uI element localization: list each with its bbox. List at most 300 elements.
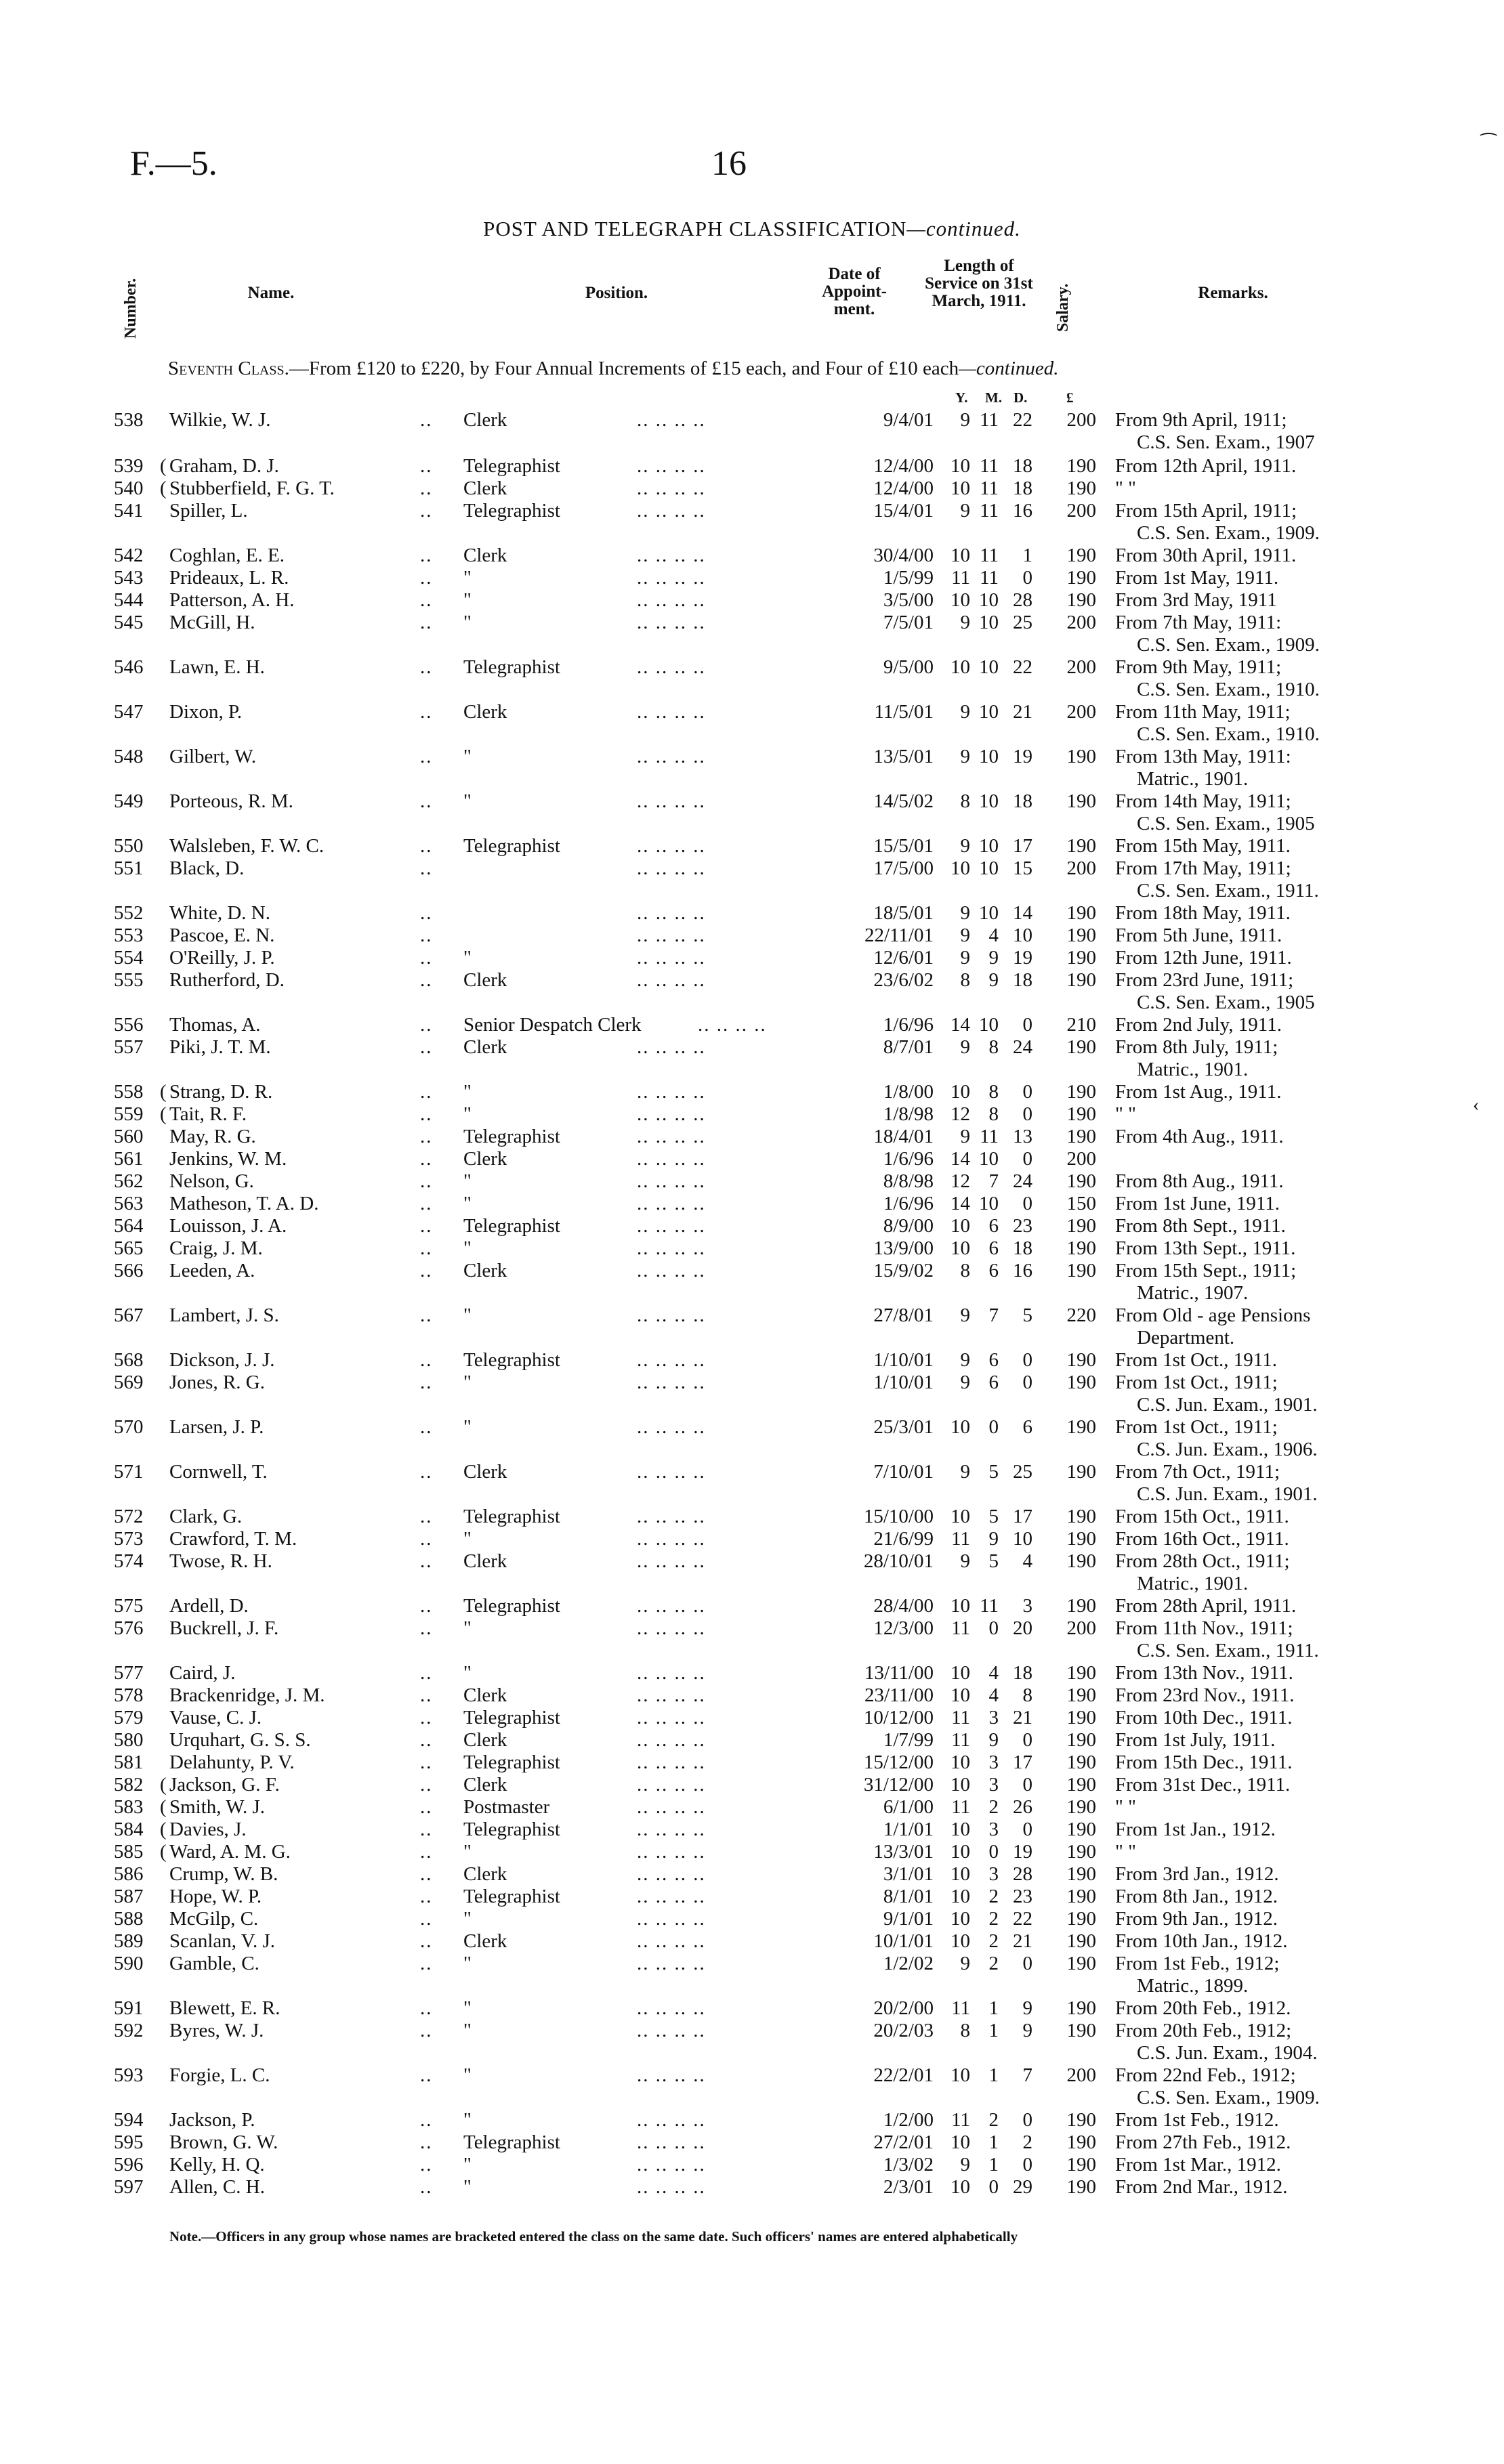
leader-dots: .. .. .. .. [637,1886,706,1907]
row-name: Matheson, T. A. D. [169,1193,319,1214]
row-number: 578 [114,1684,144,1706]
row-remark: From 13th Sept., 1911. [1115,1237,1296,1259]
row-years: 9 [960,902,970,924]
row-remark: From 13th May, 1911: [1115,746,1291,767]
row-months: 0 [988,1617,999,1639]
table-row-continuation [0,1327,1504,1350]
leader-dots: .. [420,925,433,946]
row-remark: From 7th Oct., 1911; [1115,1461,1280,1483]
row-salary: 190 [1066,545,1096,566]
table-row [0,790,1504,813]
row-salary: 190 [1066,1908,1096,1930]
row-years: 14 [951,1148,970,1170]
table-row [0,1662,1504,1685]
leader-dots: .. [420,1550,433,1572]
page-number: 16 [711,144,747,183]
row-days: 2 [1022,2131,1032,2153]
leader-dots: .. [420,1662,433,1684]
row-name: Patterson, A. H. [169,589,295,611]
row-months: 10 [979,1193,999,1214]
table-row [0,1886,1504,1909]
row-days: 21 [1013,701,1032,723]
row-days: 22 [1013,1908,1032,1930]
row-name: Craig, J. M. [169,1237,263,1259]
margin-mark: ⁀ [1481,134,1497,155]
table-row [0,701,1504,724]
row-remark-continued: Matric., 1901. [1137,1059,1249,1080]
row-position: " [463,1304,472,1326]
row-position: " [463,589,472,611]
table-row [0,947,1504,970]
row-date: 1/6/96 [883,1193,934,1214]
row-name: Spiller, L. [169,500,248,522]
row-remark: From 14th May, 1911; [1115,790,1291,812]
row-position: Telegraphist [463,656,560,678]
row-salary: 190 [1066,1662,1096,1684]
row-months: 11 [980,545,999,566]
row-salary: 200 [1066,1148,1096,1170]
row-months: 2 [988,1953,999,1974]
leader-dots: .. [420,1126,433,1147]
row-days: 18 [1013,790,1032,812]
row-name: Black, D. [169,857,245,879]
row-number: 591 [114,1997,144,2019]
row-days: 9 [1022,1997,1032,2019]
row-years: 10 [951,1886,970,1907]
row-number: 552 [114,902,144,924]
row-days: 4 [1022,1550,1032,1572]
row-number: 590 [114,1953,144,1974]
leader-dots: .. .. .. .. [637,1170,706,1192]
margin-mark: ‹ [1473,1095,1480,1116]
row-date: 13/11/00 [864,1662,934,1684]
table-row-continuation [0,2042,1504,2065]
row-salary: 190 [1066,1461,1096,1483]
leader-dots: .. [420,1014,433,1036]
leader-dots: .. [420,1148,433,1170]
row-years: 9 [960,1036,970,1058]
row-name: Walsleben, F. W. C. [169,835,325,857]
leader-dots: .. [420,1260,433,1281]
row-position: Clerk [463,969,507,991]
row-years: 10 [951,1841,970,1863]
row-days: 9 [1022,2020,1032,2041]
leader-dots: .. [420,1081,433,1103]
row-days: 6 [1022,1416,1032,1438]
header-position: Position. [585,284,648,302]
row-bracket: ( [160,455,167,477]
row-months: 0 [988,2176,999,2198]
row-days: 0 [1022,567,1032,589]
leader-dots: .. [420,1930,433,1952]
row-months: 10 [979,1148,999,1170]
table-row [0,969,1504,992]
table-row [0,455,1504,478]
header-number: Number. [122,278,140,339]
row-position: " [463,567,472,589]
row-position: " [463,1662,472,1684]
row-months: 8 [988,1081,999,1103]
row-name: Pascoe, E. N. [169,925,275,946]
row-date: 1/8/00 [883,1081,934,1103]
table-row [0,1215,1504,1238]
leader-dots: .. [420,969,433,991]
row-position: Clerk [463,1774,507,1796]
row-number: 557 [114,1036,144,1058]
row-name: Lawn, E. H. [169,656,265,678]
leader-dots: .. [420,589,433,611]
row-years: 10 [951,1662,970,1684]
leader-dots: .. [420,656,433,678]
row-position: Clerk [463,1260,507,1281]
row-number: 547 [114,701,144,723]
row-months: 7 [988,1170,999,1192]
row-remark: From 20th Feb., 1912; [1115,2020,1292,2041]
table-row [0,1170,1504,1193]
leader-dots: .. .. .. .. [637,1036,706,1058]
table-row [0,2176,1504,2199]
leader-dots: .. [420,701,433,723]
row-days: 13 [1013,1126,1032,1147]
row-years: 12 [951,1170,970,1192]
row-days: 7 [1022,2064,1032,2086]
row-name: Coghlan, E. E. [169,545,285,566]
row-salary: 190 [1066,1550,1096,1572]
table-row [0,1528,1504,1551]
row-date: 21/6/99 [873,1528,934,1550]
row-name: Forgie, L. C. [169,2064,270,2086]
table-row-continuation [0,1640,1504,1663]
row-date: 12/6/01 [873,947,934,969]
row-position: Telegraphist [463,500,560,522]
row-days: 0 [1022,1819,1032,1840]
row-position: Telegraphist [463,1886,560,1907]
leader-dots: .. .. .. .. [637,1729,706,1751]
row-position: " [463,1170,472,1192]
row-months: 3 [988,1819,999,1840]
row-months: 7 [988,1304,999,1326]
row-salary: 190 [1066,1796,1096,1818]
row-months: 1 [988,2154,999,2175]
row-remark-continued: C.S. Jun. Exam., 1901. [1137,1483,1318,1505]
row-number: 554 [114,947,144,969]
row-date: 28/10/01 [863,1550,934,1572]
row-number: 569 [114,1372,144,1393]
row-remark-continued: C.S. Sen. Exam., 1907 [1137,431,1315,453]
leader-dots: .. [420,746,433,767]
row-days: 19 [1013,1841,1032,1863]
row-salary: 190 [1066,1372,1096,1393]
leader-dots: .. .. .. .. [637,589,706,611]
row-number: 539 [114,455,144,477]
row-months: 1 [988,2020,999,2041]
row-days: 0 [1022,1729,1032,1751]
row-position: " [463,1193,472,1214]
row-position: Telegraphist [463,1595,560,1617]
leader-dots: .. [420,790,433,812]
row-name: Prideaux, L. R. [169,567,289,589]
row-days: 16 [1013,500,1032,522]
row-months: 9 [988,1729,999,1751]
row-date: 3/5/00 [883,589,934,611]
row-years: 11 [951,1796,970,1818]
leader-dots: .. .. .. .. [637,1349,706,1371]
row-date: 31/12/00 [863,1774,934,1796]
leader-dots: .. .. .. .. [637,2020,706,2041]
leader-dots: .. [420,1461,433,1483]
row-months: 3 [988,1751,999,1773]
row-number: 549 [114,790,144,812]
row-number: 594 [114,2109,144,2131]
leader-dots: .. .. .. .. [637,1908,706,1930]
row-months: 4 [988,1662,999,1684]
row-number: 586 [114,1863,144,1885]
row-remark: From 8th Jan., 1912. [1115,1886,1278,1907]
table-row [0,1193,1504,1216]
row-position: Clerk [463,409,507,431]
row-remark: From 15th April, 1911; [1115,500,1297,522]
row-position: " [463,1617,472,1639]
row-name: McGill, H. [169,612,255,633]
unit-days: D. [1014,389,1028,406]
row-salary: 190 [1066,790,1096,812]
row-date: 12/4/00 [873,477,934,499]
row-years: 9 [960,835,970,857]
leader-dots: .. .. .. .. [637,1126,706,1147]
table-row [0,1707,1504,1730]
row-days: 24 [1013,1170,1032,1192]
row-name: Blewett, E. R. [169,1997,280,2019]
row-position: " [463,1953,472,1974]
row-remark: From 17th May, 1911; [1115,857,1291,879]
row-position: Clerk [463,477,507,499]
row-months: 11 [980,1126,999,1147]
row-position: Clerk [463,1550,507,1572]
row-years: 9 [960,2154,970,2175]
row-days: 0 [1022,1372,1032,1393]
leader-dots: .. .. .. .. [637,1081,706,1103]
table-row [0,1036,1504,1059]
row-date: 20/2/03 [873,2020,934,2041]
row-remark-continued: C.S. Sen. Exam., 1911. [1137,1640,1319,1661]
row-years: 9 [960,1349,970,1371]
row-position: " [463,1528,472,1550]
row-remark-continued: Matric., 1901. [1137,768,1249,790]
row-remark: From Old - age Pensions [1115,1304,1311,1326]
row-date: 14/5/02 [873,790,934,812]
row-months: 10 [979,790,999,812]
row-position: " [463,2064,472,2086]
row-months: 4 [988,1684,999,1706]
leader-dots: .. [420,477,433,499]
leader-dots: .. [420,902,433,924]
table-row [0,1617,1504,1640]
row-date: 6/1/00 [883,1796,934,1818]
row-years: 11 [951,1707,970,1728]
row-months: 5 [988,1550,999,1572]
row-years: 10 [951,1215,970,1237]
table-row [0,1126,1504,1149]
leader-dots: .. .. .. .. [637,1953,706,1974]
row-days: 14 [1013,902,1032,924]
table-row [0,567,1504,590]
row-days: 28 [1013,589,1032,611]
row-days: 10 [1013,1528,1032,1550]
row-name: Cornwell, T. [169,1461,268,1483]
leader-dots: .. .. .. .. [637,1304,706,1326]
leader-dots: .. [420,1707,433,1728]
row-name: Buckrell, J. F. [169,1617,279,1639]
row-days: 0 [1022,1081,1032,1103]
row-days: 0 [1022,1774,1032,1796]
row-remark: " " [1115,1103,1136,1125]
row-name: Urquhart, G. S. S. [169,1729,311,1751]
row-position: " [463,1997,472,2019]
row-position: " [463,1081,472,1103]
row-days: 20 [1013,1617,1032,1639]
header-name: Name. [247,284,295,302]
row-years: 9 [960,500,970,522]
class-heading-suffix: —continued. [959,358,1059,379]
row-months: 2 [988,1908,999,1930]
table-row-continuation [0,522,1504,545]
table-row-continuation [0,1573,1504,1596]
leader-dots: .. .. .. .. [637,1930,706,1952]
row-salary: 190 [1066,1819,1096,1840]
row-remark: From 28th Oct., 1911; [1115,1550,1290,1572]
row-years: 10 [951,1908,970,1930]
table-row [0,1930,1504,1953]
leader-dots: .. [420,1863,433,1885]
row-remark: From 10th Dec., 1911. [1115,1707,1293,1728]
table-row-continuation [0,723,1504,746]
row-position: " [463,1841,472,1863]
leader-dots: .. .. .. .. [637,1148,706,1170]
leader-dots: .. .. .. .. [637,2131,706,2153]
row-remark: From 30th April, 1911. [1115,545,1297,566]
row-remark: From 22nd Feb., 1912; [1115,2064,1296,2086]
table-row [0,2020,1504,2043]
row-number: 546 [114,656,144,678]
row-days: 3 [1022,1595,1032,1617]
row-days: 15 [1013,857,1032,879]
row-bracket: ( [160,1081,167,1103]
row-remark: From 20th Feb., 1912. [1115,1997,1291,2019]
row-position: " [463,746,472,767]
table-row [0,1953,1504,1976]
table-row [0,1595,1504,1618]
row-position: " [463,1237,472,1259]
row-number: 583 [114,1796,144,1818]
row-months: 1 [988,2064,999,2086]
row-date: 7/5/01 [883,612,934,633]
row-years: 11 [951,2109,970,2131]
leader-dots: .. [420,1796,433,1818]
leader-dots: .. .. .. .. [637,969,706,991]
table-row-continuation [0,880,1504,903]
row-days: 17 [1013,835,1032,857]
leader-dots: .. .. .. .. [637,656,706,678]
row-position: " [463,1908,472,1930]
row-remark: From 8th July, 1911; [1115,1036,1278,1058]
leader-dots: .. [420,1193,433,1214]
row-salary: 200 [1066,656,1096,678]
row-number: 582 [114,1774,144,1796]
leader-dots: .. .. .. .. [637,1595,706,1617]
table-row [0,746,1504,769]
row-days: 0 [1022,1103,1032,1125]
row-bracket: ( [160,1841,167,1863]
row-days: 25 [1013,1461,1032,1483]
table-row [0,589,1504,612]
row-years: 11 [951,567,970,589]
row-days: 0 [1022,1014,1032,1036]
row-date: 20/2/00 [873,1997,934,2019]
row-remark: From 7th May, 1911: [1115,612,1282,633]
row-salary: 190 [1066,2131,1096,2153]
leader-dots: .. .. .. .. [637,857,706,879]
row-remark-continued: C.S. Sen. Exam., 1911. [1137,880,1319,901]
table-row [0,1997,1504,2020]
row-years: 11 [951,1617,970,1639]
row-number: 572 [114,1506,144,1527]
row-years: 10 [951,589,970,611]
row-salary: 190 [1066,947,1096,969]
row-date: 30/4/00 [873,545,934,566]
row-years: 8 [960,969,970,991]
leader-dots: .. [420,545,433,566]
row-name: Twose, R. H. [169,1550,272,1572]
row-position: " [463,947,472,969]
row-months: 11 [980,567,999,589]
row-years: 10 [951,1506,970,1527]
row-remark: From 3rd Jan., 1912. [1115,1863,1279,1885]
row-bracket: ( [160,1103,167,1125]
row-salary: 190 [1066,1103,1096,1125]
row-remark: From 23rd June, 1911; [1115,969,1294,991]
row-years: 10 [951,1751,970,1773]
row-bracket: ( [160,1774,167,1796]
row-years: 10 [951,2064,970,2086]
row-remark: From 1st Aug., 1911. [1115,1081,1282,1103]
row-name: Gamble, C. [169,1953,259,1974]
row-years: 10 [951,1684,970,1706]
row-years: 10 [951,1863,970,1885]
row-days: 22 [1013,409,1032,431]
row-years: 10 [951,2131,970,2153]
table-row [0,1148,1504,1171]
leader-dots: .. [420,1617,433,1639]
row-position: " [463,2020,472,2041]
row-position: Clerk [463,1729,507,1751]
row-position: Telegraphist [463,1707,560,1728]
row-years: 10 [951,1081,970,1103]
row-months: 10 [979,612,999,633]
row-name: Piki, J. T. M. [169,1036,271,1058]
row-remark: From 1st May, 1911. [1115,567,1279,589]
row-date: 25/3/01 [873,1416,934,1438]
row-days: 26 [1013,1796,1032,1818]
row-salary: 190 [1066,1886,1096,1907]
row-date: 15/4/01 [873,500,934,522]
table-row-continuation [0,679,1504,702]
row-name: Clark, G. [169,1506,243,1527]
row-salary: 190 [1066,455,1096,477]
row-number: 571 [114,1461,144,1483]
row-date: 23/11/00 [864,1684,934,1706]
leader-dots: .. .. .. .. [637,1461,706,1483]
row-months: 3 [988,1774,999,1796]
